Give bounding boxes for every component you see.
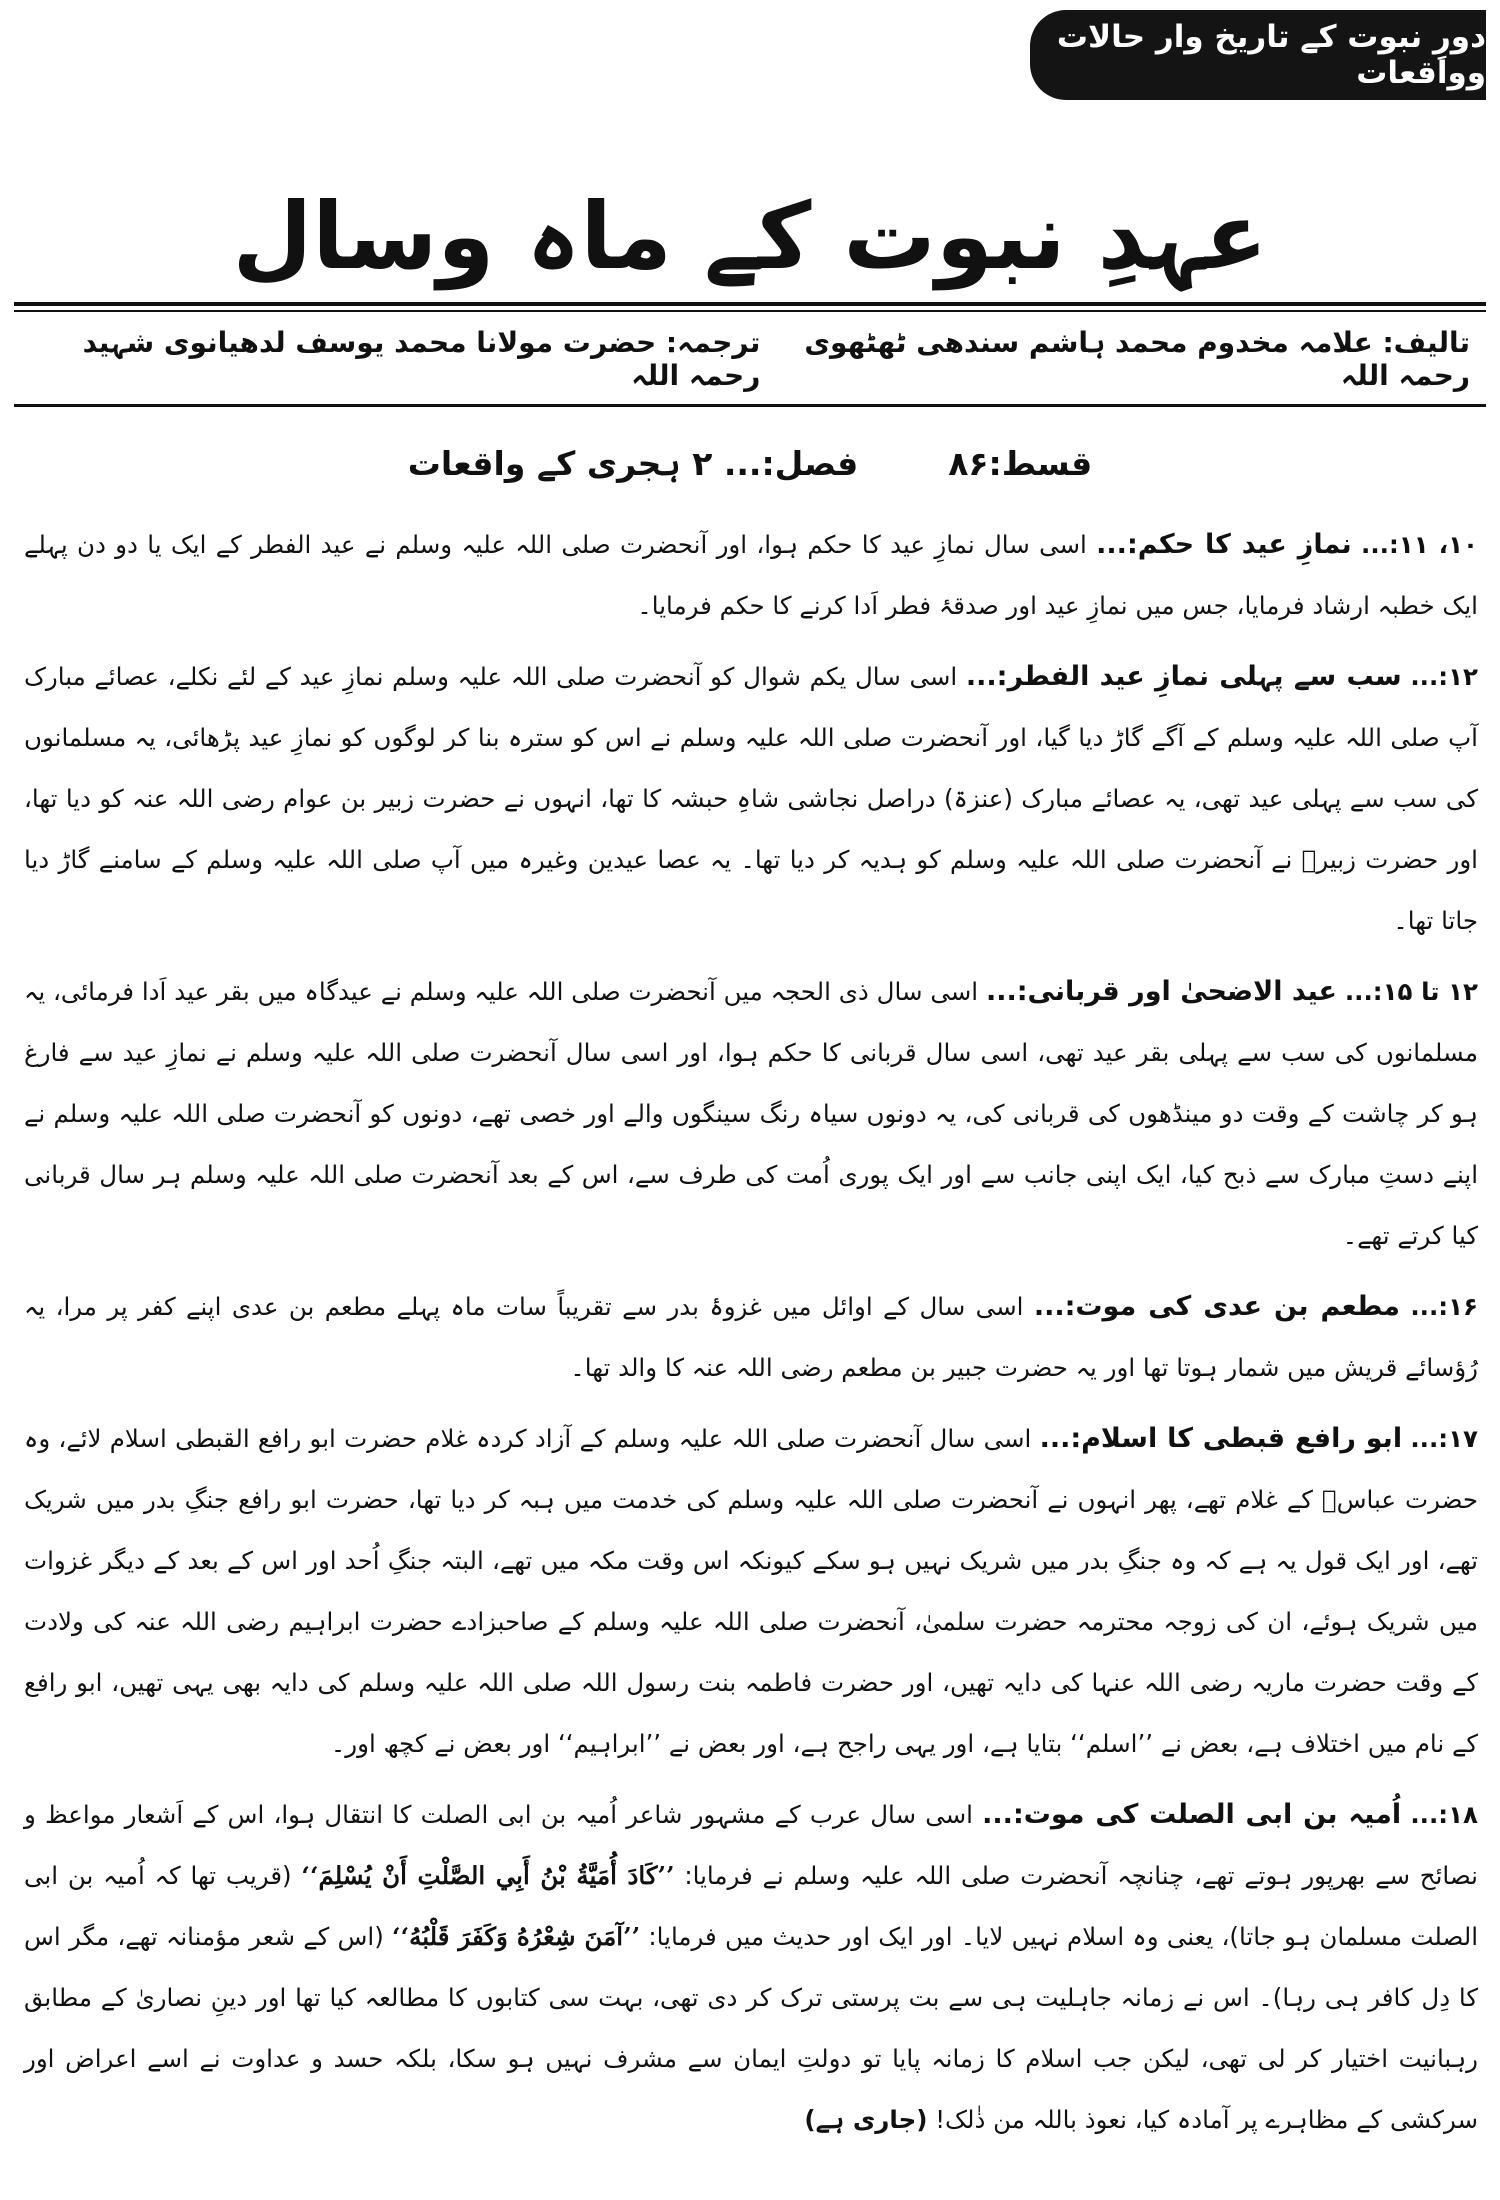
entry-text: اسی سال آنحضرت صلی اللہ علیہ وسلم کے آزاد کردہ غلام حضرت ابو رافع القبطی اسلام لائے، وہ حضرت عباسؓ کے غلام تھے، پھر انہوں نے آنحضرت صلی اللہ علیہ وسلم کی خدمت میں ہبہ کر دیا تھا، حضرت ابو رافع جنگِ بدر میں شریک تھے، اور ایک قول یہ ہے کہ وہ جنگِ بدر میں شریک نہیں ہو سکے کیونکہ اس وقت مکہ میں تھے، البتہ جنگِ اُحد اور اس کے بعد کے دیگر غزوات میں شریک ہوئے، ان کی زوجہ محترمہ حضرت سلمیٰ، آنحضرت صلی اللہ علیہ وسلم کے صاحبزادے حضرت ابراہیم رضی اللہ عنہ کی ولادت کے وقت حضرت ماریہ رضی اللہ عنہا کی دایہ تھیں، اور حضرت فاطمہ بنت رسول اللہ صلی اللہ علیہ وسلم کی دایہ بھی یہی تھیں، ابو رافع کے نام میں اختلاف ہے، بعض نے ’’اسلم‘‘ بتایا ہے، اور یہی راجح ہے، اور بعض نے ’’ابراہیم‘‘ اور بعض نے کچھ اور۔ bbox=[24, 1424, 1478, 1758]
credits-rule bbox=[14, 404, 1486, 407]
series-label-tab bbox=[1030, 10, 1486, 100]
entry-text: اسی سال عرب کے مشہور شاعر اُمیہ بن ابی الصلت کا انتقال ہوا، اس کے اَشعار مواعظ و نصائح سے بھرپور ہوتے تھے، چنانچہ آنحضرت صلی اللہ علیہ وسلم نے فرمایا: bbox=[24, 1800, 1478, 1890]
entry-heading: ابو رافع قبطی کا اسلام:... bbox=[1039, 1423, 1403, 1454]
series-label: دورِ نبوت کے تاریخ وار حالات وواقعات bbox=[1056, 19, 1486, 91]
entry-paragraph bbox=[24, 646, 1478, 951]
entry-paragraph bbox=[24, 1408, 1478, 1774]
entry-text: اسی سال نمازِ عید کا حکم ہوا، اور آنحضرت صلی اللہ علیہ وسلم نے عید الفطر کے ایک یا دو دن پہلے ایک خطبہ ارشاد فرمایا، جس میں نمازِ عید اور صدقۂ فطر اَدا کرنے کا حکم فرمایا۔ bbox=[24, 530, 1478, 620]
entry-heading: مطعم بن عدی کی موت:... bbox=[1033, 1291, 1400, 1322]
entry-heading: سب سے پہلی نمازِ عید الفطر:... bbox=[965, 661, 1402, 692]
entry-heading: نمازِ عید کا حکم:... bbox=[1096, 529, 1352, 560]
entry-number: ۱۶:... bbox=[1410, 1292, 1478, 1321]
entry-text: اسی سال کے اوائل میں غزوۂ بدر سے تقریباً سات ماہ پہلے مطعم بن عدی اپنے کفر پر مرا، یہ رُؤسائے قریش میں شمار ہوتا تھا اور یہ حضرت جبیر بن مطعم رضی اللہ عنہ کا والد تھا۔ bbox=[24, 1292, 1478, 1382]
entry-paragraph bbox=[24, 514, 1478, 636]
entry-heading: اُمیہ بن ابی الصلت کی موت:... bbox=[982, 1799, 1402, 1830]
article-title: عہدِ نبوت کے ماہ وسال bbox=[232, 183, 1268, 290]
entry-number: ۱۲:... bbox=[1410, 662, 1478, 691]
entry-text: اسی سال ذی الحجہ میں آنحضرت صلی اللہ علیہ وسلم نے عیدگاہ میں بقر عید اَدا فرمائی، یہ مسلمانوں کی سب سے پہلی بقر عید تھی، اسی سال قربانی کا حکم ہوا، اور اسی سال آنحضرت صلی اللہ علیہ وسلم نے نمازِ عید سے فارغ ہو کر چاشت کے وقت دو مینڈھوں کی قربانی کی، یہ دونوں سیاہ رنگ سینگوں والے اور خصی تھے، دونوں کو آنحضرت صلی اللہ علیہ وسلم نے اپنے دستِ مبارک سے ذبح کیا، ایک اپنی جانب سے اور ایک پوری اُمت کی طرف سے، اس کے بعد آنحضرت صلی اللہ علیہ وسلم ہر سال قربانی کیا کرتے تھے۔ bbox=[24, 977, 1478, 1250]
arabic-quote: ’’آمَنَ شِعْرُهُ وَكَفَرَ قَلْبُهُ‘‘ bbox=[392, 1922, 641, 1951]
continued-label: (جاری ہے) bbox=[804, 2105, 928, 2134]
translator-credit: ترجمہ: حضرت مولانا محمد یوسف لدھیانوی شہید رحمہ اللہ bbox=[82, 326, 761, 392]
arabic-quote: ’’كَادَ أُمَيَّةُ بْنُ أَبِي الصَّلْتِ أَنْ يُسْلِمَ‘‘ bbox=[301, 1861, 675, 1890]
entry-number: ۱۰، ۱۱:... bbox=[1361, 530, 1478, 559]
title-rule-thick bbox=[14, 302, 1486, 306]
article-body bbox=[24, 514, 1478, 2160]
entry-paragraph bbox=[24, 961, 1478, 1266]
entry-text: اسی سال یکم شوال کو آنحضرت صلی اللہ علیہ وسلم نمازِ عید کے لئے نکلے، عصائے مبارک آپ صلی اللہ علیہ وسلم کے آگے گاڑ دیا گیا، اور آنحضرت صلی اللہ علیہ وسلم نے اس کو سترہ بنا کر لوگوں کو نمازِ عید پڑھائی، یہ مسلمانوں کی سب سے پہلی عید تھی، یہ عصائے مبارک (عنزۃ) دراصل نجاشی شاہِ حبشہ کا تھا، انہوں نے حضرت زبیر بن عوام رضی اللہ عنہ کو دیا تھا، اور حضرت زبیرؓ نے آنحضرت صلی اللہ علیہ وسلم کو ہدیہ کر دیا تھا۔ یہ عصا عیدین وغیرہ میں آپ صلی اللہ علیہ وسلم کے سامنے گاڑ دیا جاتا تھا۔ bbox=[24, 662, 1478, 935]
entry-paragraph bbox=[24, 1784, 1478, 2150]
entry-text: (اس کے شعر مؤمنانہ تھے، مگر اس کا دِل کافر ہی رہا)۔ اس نے زمانہ جاہلیت ہی سے بت پرستی ترک کر دی تھی، بہت سی کتابوں کا مطالعہ کیا تھا اور دینِ نصاریٰ کے مطابق رہبانیت اختیار کر لی تھی، لیکن جب اسلام کا زمانہ پایا تو دولتِ ایمان سے مشرف نہیں ہو سکا، بلکہ حسد و عداوت نے اسے اعراض اور سرکشی کے مظاہرے پر آمادہ کیا، نعوذ باللہ من ذٰلک! bbox=[24, 1922, 1478, 2134]
credits-bar bbox=[40, 324, 1470, 394]
author-credit: تالیف: علامہ مخدوم محمد ہاشم سندھی ٹھٹھوی رحمہ اللہ bbox=[804, 326, 1470, 392]
entry-text: (قریب تھا کہ اُمیہ بن ابی الصلت مسلمان ہو جاتا)، یعنی وہ اسلام نہیں لایا۔ اور ایک اور حدیث میں فرمایا: bbox=[24, 1861, 1479, 1951]
title-rule-thin bbox=[14, 310, 1486, 312]
entry-number: ۱۸:... bbox=[1410, 1800, 1478, 1829]
installment-number: قسط:۸۶ bbox=[948, 443, 1093, 483]
entry-paragraph bbox=[24, 1276, 1478, 1398]
chapter-title: فصل:... ۲ ہجری کے واقعات bbox=[407, 443, 859, 483]
entry-number: ۱۲ تا ۱۵:... bbox=[1344, 977, 1478, 1006]
section-heading bbox=[0, 428, 1500, 498]
entry-heading: عید الاضحیٰ اور قربانی:... bbox=[985, 976, 1337, 1007]
entry-number: ۱۷:... bbox=[1410, 1424, 1478, 1453]
